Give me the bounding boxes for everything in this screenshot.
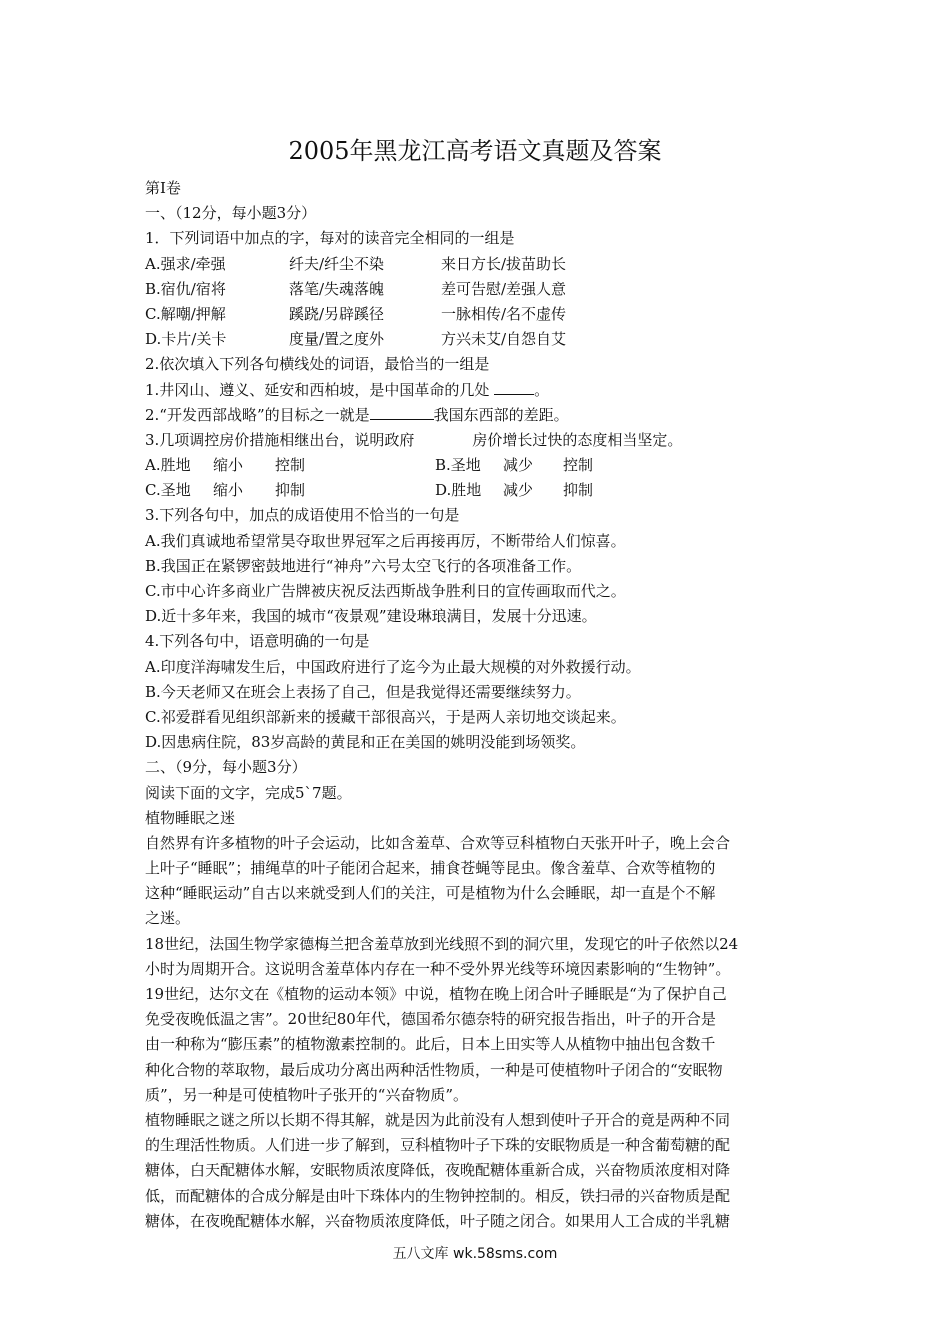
passage-line: 低，而配糖体的合成分解是由叶下珠体内的生物钟控制的。相反，铁扫帚的兴奋物质是配 xyxy=(145,1186,731,1205)
sentence-text: 1.井冈山、遵义、延安和西柏坡，是中国革命的几处 xyxy=(145,380,490,399)
option-cell: 抑制 xyxy=(563,481,594,500)
passage-line: 上叶子“睡眠”；捕绳草的叶子能闭合起来，捕食苍蝇等昆虫。像含羞草、合欢等植物的 xyxy=(145,859,716,878)
option-line: A.我们真诚地希望常昊夺取世界冠军之后再接再厉，不断带给人们惊喜。 xyxy=(145,531,626,550)
option-row xyxy=(145,327,805,352)
option-cell: B.圣地 xyxy=(435,456,481,475)
document-body xyxy=(145,176,805,1234)
option-line: C.市中心许多商业广告牌被庆祝反法西斯战争胜利日的宣传画取而代之。 xyxy=(145,582,626,600)
passage-line: 糖体，白天配糖体水解，安眠物质浓度降低，夜晚配糖体重新合成，兴奋物质浓度相对降 xyxy=(145,1161,731,1180)
question-2: 2.依次填入下列各句横线处的词语，最恰当的一组是 xyxy=(145,355,490,374)
option-cell: A.胜地 xyxy=(145,456,191,475)
passage-line: 种化合物的萃取物，最后成功分离出两种活性物质，一种是可使植物叶子闭合的“安眠物 xyxy=(145,1060,723,1079)
footer-watermark: 五八文库 wk.58sms.com xyxy=(392,1246,558,1262)
option-cell: 抑制 xyxy=(275,481,306,500)
answer-blank xyxy=(370,403,434,420)
reading-instruction: 阅读下面的文字，完成5`7题。 xyxy=(145,783,352,802)
sentence-text: 房价增长过快的态度相当坚定。 xyxy=(472,430,683,449)
passage-line: 这种“睡眠运动”自古以来就受到人们的关注，可是植物为什么会睡眠，却一直是个不解 xyxy=(145,884,716,903)
passage-line: 由一种称为“膨压素”的植物激素控制的。此后，日本上田实等人从植物中抽出包含数千 xyxy=(145,1035,716,1054)
sentence-text: 我国东西部的差距。 xyxy=(433,405,569,424)
option-cell: 减少 xyxy=(503,456,534,475)
option-cell: 落笔/失魂落魄 xyxy=(289,279,385,298)
sentence-text: 2.“开发西部战略”的目标之一就是 xyxy=(145,405,370,424)
fill-sentence xyxy=(145,378,805,403)
passage-title: 植物睡眠之迷 xyxy=(145,808,236,827)
option-row xyxy=(145,478,805,503)
passage-line: 19世纪，达尔文在《植物的运动本领》中说，植物在晚上闭合叶子睡眠是“为了保护自己 xyxy=(145,985,727,1003)
option-cell: 缩小 xyxy=(213,456,244,475)
option-line: C.祁爱群看见组织部新来的援藏干部很高兴，于是两人亲切地交谈起来。 xyxy=(145,707,626,726)
option-cell: 度量/置之度外 xyxy=(289,330,385,349)
option-cell: C.圣地 xyxy=(145,481,191,500)
option-cell: 纤夫/纤尘不染 xyxy=(289,254,385,273)
option-line: D.近十多年来，我国的城市“夜景观”建设琳琅满目，发展十分迅速。 xyxy=(145,607,597,626)
option-cell: B.宿仇/宿将 xyxy=(145,279,226,298)
option-cell: C.解嘲/押解 xyxy=(145,304,226,323)
option-cell: 方兴未艾/自怨自艾 xyxy=(441,330,567,349)
fill-sentence xyxy=(145,403,805,428)
question-4: 4.下列各句中，语意明确的一句是 xyxy=(145,632,370,651)
passage-line: 植物睡眠之谜之所以长期不得其解，就是因为此前没有人想到使叶子开合的竟是两种不同 xyxy=(145,1110,731,1129)
section-heading: 二、（9分，每小题3分） xyxy=(145,758,307,777)
option-line: D.因患病住院，83岁高龄的黄昆和正在美国的姚明没能到场领奖。 xyxy=(145,733,586,752)
option-cell: D.胜地 xyxy=(435,481,482,500)
fill-sentence xyxy=(145,428,805,453)
option-cell: 来日方长/拔苗助长 xyxy=(441,254,567,273)
option-cell: 控制 xyxy=(563,456,594,475)
option-cell: D.卡片/关卡 xyxy=(145,330,227,349)
option-cell: 缩小 xyxy=(213,481,244,500)
option-cell: 控制 xyxy=(275,456,306,475)
option-cell: 减少 xyxy=(503,481,534,500)
passage-line: 质”，另一种是可使植物叶子张开的“兴奋物质”。 xyxy=(145,1085,469,1104)
option-row xyxy=(145,302,805,327)
document-title: 2005年黑龙江高考语文真题及答案 xyxy=(288,137,662,165)
option-line: B.今天老师又在班会上表扬了自己，但是我觉得还需要继续努力。 xyxy=(145,682,581,701)
question-3: 3.下列各句中，加点的成语使用不恰当的一句是 xyxy=(145,506,460,525)
option-row xyxy=(145,252,805,277)
passage-line: 自然界有许多植物的叶子会运动，比如含羞草、合欢等豆科植物白天张开叶子，晚上会合 xyxy=(145,833,731,852)
option-cell: 一脉相传/名不虚传 xyxy=(441,304,567,323)
answer-blank xyxy=(494,378,534,395)
option-cell: 差可告慰/差强人意 xyxy=(441,279,567,298)
passage-line: 免受夜晚低温之害”。20世纪80年代，德国希尔德奈特的研究报告指出，叶子的开合是 xyxy=(145,1010,716,1029)
section-heading: 一、（12分，每小题3分） xyxy=(145,204,317,223)
passage-line: 18世纪，法国生物学家德梅兰把含羞草放到光线照不到的洞穴里，发现它的叶子依然以24 xyxy=(145,934,739,953)
passage-line: 之迷。 xyxy=(145,909,191,928)
passage-line: 糖体，在夜晚配糖体水解，兴奋物质浓度降低，叶子随之闭合。如果用人工合成的半乳糖 xyxy=(145,1211,731,1230)
option-row xyxy=(145,453,805,478)
option-line: A.印度洋海啸发生后，中国政府进行了迄今为止最大规模的对外救援行动。 xyxy=(145,657,641,676)
sentence-text: 3.几项调控房价措施相继出台，说明政府 xyxy=(145,430,415,449)
option-row xyxy=(145,277,805,302)
option-line: B.我国正在紧锣密鼓地进行“神舟”六号太空飞行的各项准备工作。 xyxy=(145,556,582,575)
section-label: 第Ⅰ卷 xyxy=(145,179,181,197)
option-cell: 蹊跷/另辟蹊径 xyxy=(289,304,385,323)
option-cell: A.强求/牵强 xyxy=(145,254,226,273)
passage-line: 小时为周期开合。这说明含羞草体内存在一种不受外界光线等环境因素影响的“生物钟”。 xyxy=(145,959,731,978)
question-1: 1．下列词语中加点的字，每对的读音完全相同的一组是 xyxy=(145,229,515,248)
passage-line: 的生理活性物质。人们进一步了解到，豆科植物叶子下珠的安眠物质是一种含葡萄糖的配 xyxy=(145,1136,731,1155)
sentence-text: 。 xyxy=(534,380,550,399)
